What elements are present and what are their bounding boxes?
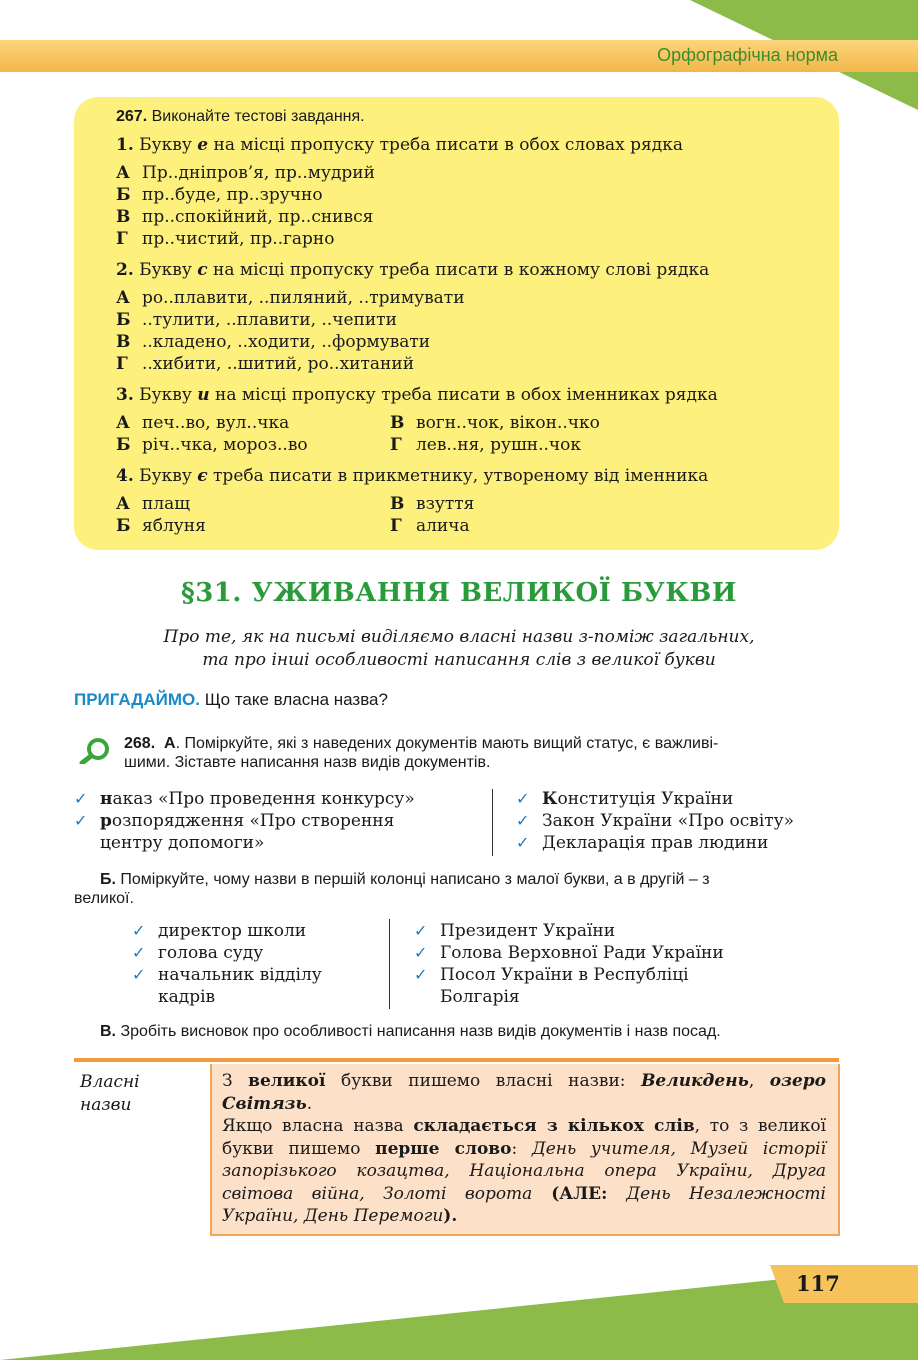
ex268-b-line2: великої. — [74, 890, 134, 907]
position-left-item-1: ✓ директор школи — [132, 921, 307, 941]
check-icon: ✓ — [516, 811, 530, 830]
position-right-item-3-cont: Болгарія — [440, 987, 520, 1007]
recall-text: Що таке власна назва? — [204, 690, 388, 709]
q4-option-a: А плащ — [116, 494, 191, 514]
section-subtitle-line1: Про те, як на письмі виділяємо власні назви з-поміж загальних, — [163, 627, 755, 647]
q2-option-b: Б ..тулити, ..плавити, ..чепити — [116, 310, 397, 330]
check-icon: ✓ — [74, 789, 88, 808]
q3-letter: и — [197, 385, 210, 405]
ex268-a-label: А — [164, 735, 176, 752]
position-right-item-1: ✓ Президент України — [414, 921, 616, 941]
q3-question: 3. Букву и на місці пропуску треба писати в обох іменниках рядка — [116, 385, 718, 405]
ex267-intro — [116, 108, 365, 126]
q2-letter: с — [197, 260, 208, 280]
recall-label: ПРИГАДАЙМО. — [74, 690, 200, 709]
position-right-item-3: ✓ Посол України в Республіці — [414, 965, 689, 985]
q2-option-d: Г ..хибити, ..шитий, ро..хитаний — [116, 354, 415, 374]
ex268-c-label: В. — [100, 1023, 116, 1040]
rule-top-border — [74, 1058, 839, 1062]
doc-right-item-2: ✓ Закон України «Про освіту» — [516, 811, 795, 831]
q4-question: 4. Букву є треба писати в прикметнику, утвореному від іменника — [116, 466, 709, 486]
doc-right-item-3: ✓ Декларація прав людини — [516, 833, 769, 853]
q2-question: 2. Букву с на місці пропуску треба писати в кожному слові рядка — [116, 260, 710, 280]
ex268-a-line2: шими. Зіставте написання назв видів документів. — [124, 754, 491, 771]
rule-label-line2: назви — [80, 1095, 132, 1115]
rule-paragraph-2: Якщо власна назва складається з кількох слів, то з великої букви пишемо перше слово: День учителя, Музей історії запорізького козацтва, Національна опера України, Друга світова війна, Золоті ворота (АЛЕ: День Незалежності України, День Перемоги). — [222, 1116, 827, 1226]
q4-option-c: В взуття — [390, 494, 475, 514]
column-divider — [492, 789, 493, 856]
column-divider — [389, 919, 390, 1009]
rule-text — [222, 1070, 826, 1228]
q1-option-c: В пр..спокійний, пр..снився — [116, 207, 374, 227]
q1-pre: Букву — [139, 135, 192, 155]
page-number: 117 — [796, 1271, 840, 1296]
ex268-number: 268. — [124, 735, 156, 752]
ex268-b-label: Б. — [100, 871, 116, 888]
recall-line — [74, 690, 388, 710]
q2-option-a: А ро..плавити, ..пиляний, ..тримувати — [116, 288, 465, 308]
position-right-item-2: ✓ Голова Верховної Ради України — [414, 943, 724, 963]
doc-left-item-2: ✓ розпорядження «Про створення — [74, 811, 395, 831]
ex267-number: 267. — [116, 108, 148, 125]
q3-option-d: Г лев..ня, рушн..чок — [390, 435, 582, 455]
check-icon: ✓ — [132, 921, 146, 940]
rule-paragraph-1: З великої букви пишемо власні назви: Великдень, озеро Світязь. — [222, 1071, 826, 1114]
rule-label-line1: Власні — [80, 1072, 140, 1092]
q1-post: на місці пропуску треба писати в обох словах рядка — [213, 135, 683, 155]
q1-question — [116, 135, 683, 155]
check-icon: ✓ — [414, 921, 428, 940]
q2-number: 2. — [116, 260, 134, 280]
q1-letter: е — [197, 135, 209, 155]
q3-option-b: Б річ..чка, мороз..во — [116, 435, 308, 455]
ex268-b-line1: Б. Поміркуйте, чому назви в першій колонці написано з малої букви, а в другій – з — [100, 871, 710, 888]
check-icon: ✓ — [516, 833, 530, 852]
q3-option-c: В вогн..чок, вікон..чко — [390, 413, 600, 433]
section-subtitle-line2: та про інші особливості написання слів з великої букви — [202, 650, 716, 670]
doc-left-item-2-cont: центру допомоги» — [100, 833, 265, 853]
ex268-a-line1: 268. А. Поміркуйте, які з наведених документів мають вищий статус, є важливі- — [124, 735, 719, 752]
position-left-item-2: ✓ голова суду — [132, 943, 264, 963]
q1-number: 1. — [116, 135, 134, 155]
ex268-c-line: В. Зробіть висновок про особливості написання назв видів документів і назв посад. — [100, 1023, 721, 1040]
q4-option-b: Б яблуня — [116, 516, 206, 536]
q1-option-a: А Пр..дніпров’я, пр..мудрий — [116, 163, 375, 183]
check-icon: ✓ — [516, 789, 530, 808]
q3-option-a: А печ..во, вул..чка — [116, 413, 290, 433]
doc-left-item-1: ✓ наказ «Про проведення конкурсу» — [74, 789, 415, 809]
check-icon: ✓ — [74, 811, 88, 830]
check-icon: ✓ — [132, 943, 146, 962]
q4-number: 4. — [116, 466, 134, 486]
q2-option-c: В ..кладено, ..ходити, ..формувати — [116, 332, 431, 352]
q1-option-b: Б пр..буде, пр..зручно — [116, 185, 323, 205]
section-title: §31. УЖИВАННЯ ВЕЛИКОЇ БУКВИ — [181, 578, 737, 608]
q3-number: 3. — [116, 385, 134, 405]
q4-option-d: Г алича — [390, 516, 470, 536]
page-number-tab — [770, 1265, 918, 1303]
check-icon: ✓ — [132, 965, 146, 984]
magnifier-icon — [78, 736, 112, 764]
position-left-item-3-cont: кадрів — [158, 987, 216, 1007]
header-section-title: Орфографічна норма — [657, 45, 838, 65]
ex267-text: Виконайте тестові завдання. — [151, 108, 365, 125]
check-icon: ✓ — [414, 943, 428, 962]
position-left-item-3: ✓ начальник відділу — [132, 965, 322, 985]
check-icon: ✓ — [414, 965, 428, 984]
q1-option-d: Г пр..чистий, пр..гарно — [116, 229, 335, 249]
doc-right-item-1: ✓ Конституція України — [516, 789, 734, 809]
q4-letter: є — [197, 466, 208, 486]
